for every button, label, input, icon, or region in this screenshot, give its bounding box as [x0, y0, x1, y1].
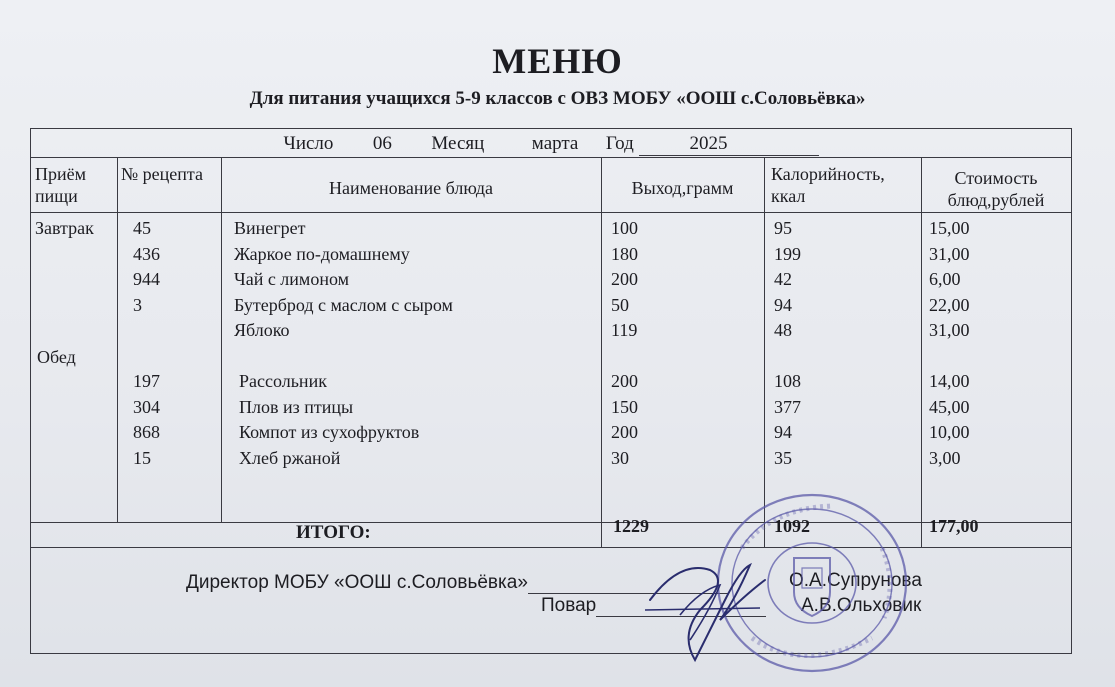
table-row: 6,00: [929, 269, 961, 289]
table-row: 50: [611, 294, 629, 315]
meal-lunch: Обед: [37, 347, 76, 367]
table-row: 3: [133, 294, 142, 315]
table-row: [929, 344, 970, 370]
table-row: 42: [774, 269, 792, 289]
total-price: 177,00: [929, 516, 979, 536]
day-label: Число: [283, 133, 334, 154]
table-row: 95: [774, 218, 792, 238]
director-label: Директор МОБУ «ООШ с.Соловьёвка»: [186, 572, 528, 593]
table-row: 31,00: [929, 243, 970, 264]
recipe-column: [133, 216, 160, 471]
price-column: [929, 216, 970, 471]
day-value: 06: [372, 133, 392, 154]
menu-subtitle: Для питания учащихся 5-9 классов с ОВЗ МОБУ «ООШ с.Соловьёвка»: [249, 88, 866, 109]
table-row: Рассольник: [239, 371, 327, 391]
year-value: 2025: [639, 133, 819, 156]
table-row: 199: [774, 243, 801, 264]
table-row: 377: [774, 396, 801, 417]
header-dish: Наименование блюда: [328, 178, 493, 198]
month-value: марта: [531, 133, 579, 154]
table-row: 48: [774, 320, 792, 340]
table-row: 180: [611, 243, 638, 264]
header-price: Стоимость блюд,рублей: [947, 168, 1045, 210]
table-row: 119: [611, 320, 638, 340]
total-output: 1229: [613, 516, 649, 536]
table-row: 30: [611, 447, 629, 468]
total-label: ИТОГО:: [296, 522, 371, 543]
table-row: 22,00: [929, 294, 970, 315]
table-row: [611, 344, 638, 370]
director-name: О.А.Супрунова: [789, 570, 922, 591]
calories-column: [774, 216, 801, 471]
table-row: 100: [611, 218, 638, 238]
cook-name: А.В.Ольховик: [801, 595, 922, 616]
meal-breakfast: Завтрак: [35, 218, 94, 238]
table-row: 200: [611, 269, 638, 289]
total-calories: 1092: [774, 516, 810, 536]
table-row: Чай с лимоном: [234, 269, 349, 289]
table-row: 45,00: [929, 396, 970, 417]
table-row: 94: [774, 422, 792, 442]
cook-label: Повар: [541, 595, 597, 616]
menu-table: [30, 128, 1072, 654]
table-row: Жаркое по-домашнему: [234, 243, 410, 264]
year-label: Год: [605, 133, 634, 154]
table-row: 197: [133, 371, 160, 391]
table-row: 15,00: [929, 218, 970, 238]
header-recipe: № рецепта: [121, 164, 203, 184]
table-row: [133, 344, 160, 370]
handwritten-signature-icon: [640, 540, 770, 670]
header-calories: Калорийность, ккал: [771, 164, 885, 206]
menu-title: МЕНЮ: [492, 41, 623, 81]
table-row: Яблоко: [234, 320, 290, 340]
table-row: Компот из сухофруктов: [239, 422, 420, 442]
output-column: [611, 216, 638, 471]
table-row: 15: [133, 447, 151, 468]
table-row: 436: [133, 243, 160, 264]
table-row: 200: [611, 371, 638, 391]
month-label: Месяц: [431, 133, 485, 154]
table-row: 108: [774, 371, 801, 391]
date-row: [31, 133, 1071, 156]
table-row: 150: [611, 396, 638, 417]
table-row: Винегрет: [234, 218, 306, 238]
table-row: [133, 318, 160, 344]
table-row: 31,00: [929, 320, 970, 340]
table-row: Хлеб ржаной: [239, 447, 341, 468]
table-row: [774, 344, 801, 370]
dish-column: [234, 216, 453, 471]
header-meal: Приём пищи: [35, 164, 87, 206]
table-row: Бутерброд с маслом с сыром: [234, 294, 453, 315]
table-row: 944: [133, 269, 160, 289]
table-row: 868: [133, 422, 160, 442]
table-row: 304: [133, 396, 160, 417]
table-row: 45: [133, 218, 151, 238]
table-row: 200: [611, 422, 638, 442]
table-row: 10,00: [929, 422, 970, 442]
table-row: [234, 344, 453, 370]
table-row: 94: [774, 294, 792, 315]
table-row: 3,00: [929, 447, 961, 468]
table-row: 35: [774, 447, 792, 468]
table-row: 14,00: [929, 371, 970, 391]
table-row: Плов из птицы: [239, 396, 354, 417]
header-output: Выход,грамм: [631, 178, 734, 198]
